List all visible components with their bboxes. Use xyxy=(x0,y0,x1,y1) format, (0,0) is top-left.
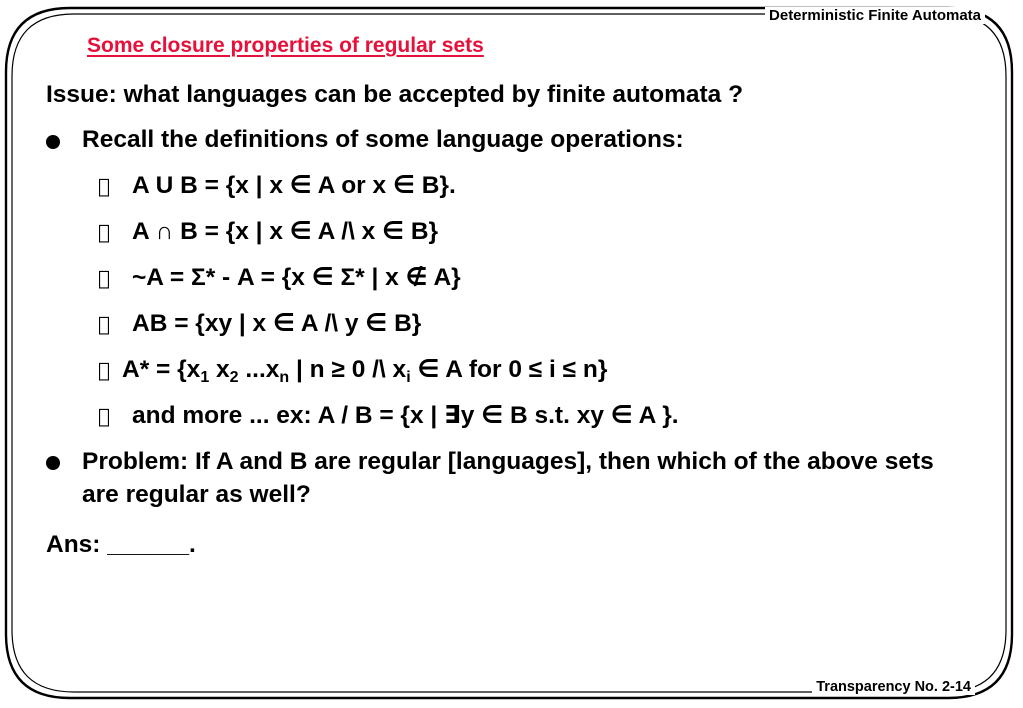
bullet-recall xyxy=(46,125,684,154)
kleene-part: | n ≥ 0 /\ x xyxy=(289,356,407,383)
sub-bullet-icon xyxy=(98,358,122,382)
sub-bullet-icon xyxy=(98,266,132,290)
subitem-intersection xyxy=(98,217,438,246)
subitem-complement-text: ~A = Σ* - A = {x ∈ Σ* | x ∉ A} xyxy=(132,264,461,291)
subitem-kleene-star xyxy=(98,355,607,384)
kleene-part: ...x xyxy=(238,356,280,383)
sub-bullet-icon xyxy=(98,220,132,244)
bullet-dot-icon xyxy=(46,135,60,149)
subitem-quotient xyxy=(98,401,679,430)
course-title: Deterministic Finite Automata xyxy=(765,7,985,24)
kleene-part: ∈ A for 0 ≤ i ≤ n} xyxy=(410,356,608,383)
sub-bullet-icon xyxy=(98,404,132,428)
kleene-subscript: i xyxy=(406,369,411,386)
kleene-part: x xyxy=(209,356,230,383)
subitem-concatenation-text: AB = {xy | x ∈ A /\ y ∈ B} xyxy=(132,310,422,337)
sub-bullet-icon xyxy=(98,312,132,336)
subitem-complement xyxy=(98,263,461,292)
subitem-union xyxy=(98,171,456,200)
subitem-concatenation xyxy=(98,309,421,338)
bullet-recall-text: Recall the definitions of some language operations: xyxy=(82,126,684,153)
subitem-quotient-text: and more ... ex: A / B = {x | ∃y ∈ B s.t. xy ∈ A }. xyxy=(132,402,679,429)
kleene-subscript: n xyxy=(279,369,290,386)
bullet-dot-icon xyxy=(46,456,60,470)
kleene-subscript: 2 xyxy=(229,369,239,386)
sub-bullet-icon xyxy=(98,174,132,198)
bullet-problem-text: Problem: If A and B are regular [languages], then which of the above sets are regular as well? xyxy=(82,448,934,508)
issue-statement: Issue: what languages can be accepted by finite automata ? xyxy=(46,81,744,108)
page-label: Transparency No. 2-14 xyxy=(812,679,975,695)
bullet-problem xyxy=(46,446,972,511)
kleene-part: A* = {x xyxy=(122,356,201,383)
slide-title: Some closure properties of regular sets xyxy=(87,34,484,57)
subitem-union-text: A U B = {x | x ∈ A or x ∈ B}. xyxy=(132,172,456,199)
subitem-intersection-text: A ∩ B = {x | x ∈ A /\ x ∈ B} xyxy=(132,218,439,245)
answer-line: Ans: ______. xyxy=(46,531,196,558)
kleene-subscript: 1 xyxy=(200,369,210,386)
